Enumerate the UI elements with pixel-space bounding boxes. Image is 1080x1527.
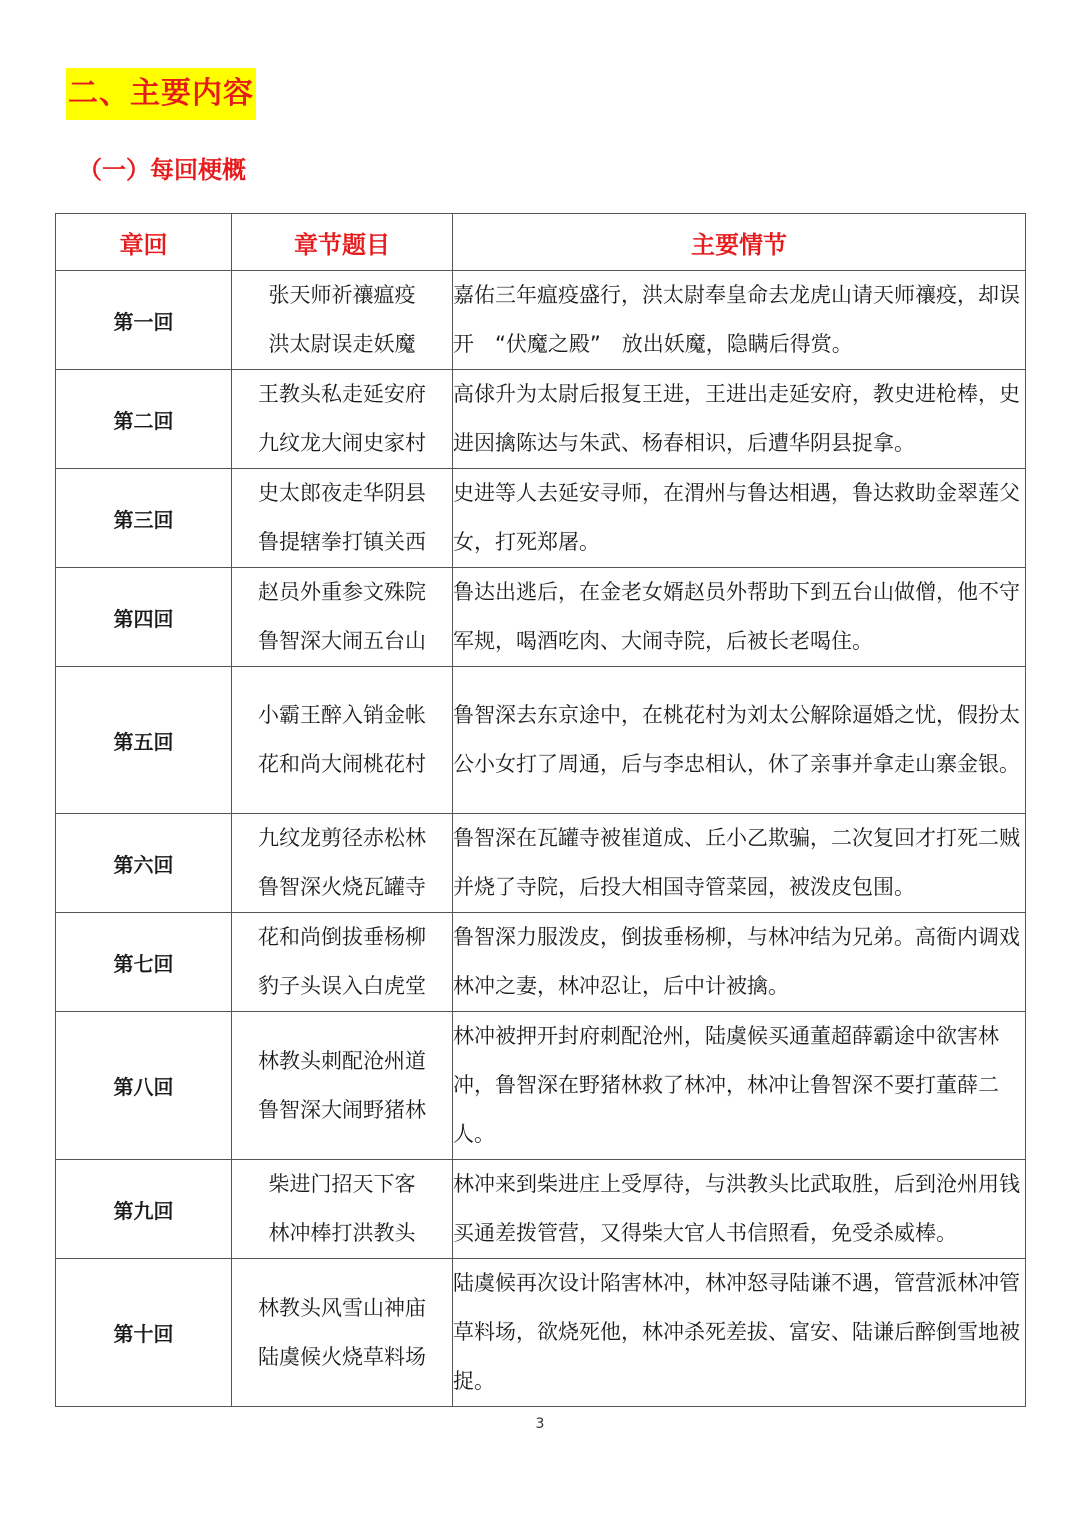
section-heading: 二、主要内容 [66, 68, 256, 120]
title-cell [232, 271, 453, 370]
chapter-cell: 第七回 [56, 913, 232, 1012]
table-row [56, 271, 1026, 370]
plot-cell: 陆虞候再次设计陷害林冲，林冲怒寻陆谦不遇，管营派林冲管草料场，欲烧死他，林冲杀死差拔、富安、陆谦后醉倒雪地被捉。 [453, 1259, 1026, 1407]
title-cell [232, 814, 453, 913]
title-line: 史太郎夜走华阴县 [258, 481, 426, 505]
title-line: 赵员外重参文殊院 [258, 580, 426, 604]
chapter-cell: 第一回 [56, 271, 232, 370]
title-line: 鲁智深火烧瓦罐寺 [258, 875, 426, 899]
title-cell [232, 1012, 453, 1160]
chapter-cell: 第四回 [56, 568, 232, 667]
table-row [56, 1160, 1026, 1259]
table-row [56, 568, 1026, 667]
chapter-cell: 第九回 [56, 1160, 232, 1259]
chapter-cell: 第十回 [56, 1259, 232, 1407]
page-number: 3 [535, 1416, 545, 1432]
chapter-cell: 第三回 [56, 469, 232, 568]
plot-cell: 林冲被押开封府刺配沧州，陆虞候买通董超薛霸途中欲害林冲，鲁智深在野猪林救了林冲，林冲让鲁智深不要打董薛二人。 [453, 1012, 1026, 1160]
header-plot: 主要情节 [453, 214, 1026, 271]
title-line: 鲁智深大闹五台山 [258, 629, 426, 653]
plot-cell: 高俅升为太尉后报复王进，王进出走延安府，教史进枪棒，史进因擒陈达与朱武、杨春相识，后遭华阴县捉拿。 [453, 370, 1026, 469]
plot-cell: 史进等人去延安寻师，在渭州与鲁达相遇，鲁达救助金翠莲父女，打死郑屠。 [453, 469, 1026, 568]
title-line: 林教头风雪山神庙 [258, 1295, 426, 1320]
title-line: 花和尚倒拔垂杨柳 [258, 925, 426, 949]
title-line: 九纹龙大闹史家村 [258, 431, 426, 455]
title-line: 林教头刺配沧州道 [258, 1048, 426, 1073]
title-cell [232, 1160, 453, 1259]
title-line: 陆虞候火烧草料场 [258, 1344, 426, 1369]
table-row [56, 913, 1026, 1012]
title-line: 柴进门招天下客 [268, 1172, 416, 1196]
table-header-row [56, 214, 1026, 271]
plot-cell: 鲁智深在瓦罐寺被崔道成、丘小乙欺骗，二次复回才打死二贼并烧了寺院，后投大相国寺管菜园，被泼皮包围。 [453, 814, 1026, 913]
chapter-cell: 第六回 [56, 814, 232, 913]
title-line: 鲁提辖拳打镇关西 [258, 530, 426, 554]
title-line: 张天师祈禳瘟疫 [268, 283, 416, 307]
plot-cell: 林冲来到柴进庄上受厚待，与洪教头比武取胜，后到沧州用钱买通差拨管营，又得柴大官人书信照看，免受杀威棒。 [453, 1160, 1026, 1259]
table-row [56, 814, 1026, 913]
plot-cell: 鲁达出逃后，在金老女婿赵员外帮助下到五台山做僧，他不守军规，喝酒吃肉、大闹寺院，后被长老喝住。 [453, 568, 1026, 667]
title-cell [232, 1259, 453, 1407]
chapter-cell: 第五回 [56, 667, 232, 814]
title-cell [232, 370, 453, 469]
subsection-heading: （一）每回梗概 [78, 156, 246, 184]
chapter-cell: 第八回 [56, 1012, 232, 1160]
chapter-cell: 第二回 [56, 370, 232, 469]
title-line: 林冲棒打洪教头 [268, 1221, 416, 1245]
title-cell [232, 913, 453, 1012]
plot-cell: 鲁智深去东京途中，在桃花村为刘太公解除逼婚之忧，假扮太公小女打了周通，后与李忠相认，休了亲事并拿走山寨金银。 [453, 667, 1026, 814]
header-title: 章节题目 [232, 214, 453, 271]
title-line: 豹子头误入白虎堂 [258, 974, 426, 998]
title-line: 小霸王醉入销金帐 [258, 703, 426, 727]
table-row [56, 469, 1026, 568]
title-line: 九纹龙剪径赤松林 [258, 826, 426, 850]
title-line: 花和尚大闹桃花村 [258, 752, 426, 776]
table-row [56, 370, 1026, 469]
title-line: 洪太尉误走妖魔 [268, 332, 416, 356]
chapter-summary-table [55, 213, 1026, 1407]
header-chapter: 章回 [56, 214, 232, 271]
table-row [56, 667, 1026, 814]
table-row [56, 1012, 1026, 1160]
title-line: 王教头私走延安府 [258, 382, 426, 406]
title-cell [232, 568, 453, 667]
title-cell [232, 667, 453, 814]
title-line: 鲁智深大闹野猪林 [258, 1097, 426, 1122]
plot-cell: 嘉佑三年瘟疫盛行，洪太尉奉皇命去龙虎山请天师禳疫，却误开 “伏魔之殿” 放出妖魔，隐瞒后得赏。 [453, 271, 1026, 370]
table-row [56, 1259, 1026, 1407]
plot-cell: 鲁智深力服泼皮，倒拔垂杨柳，与林冲结为兄弟。高衙内调戏林冲之妻，林冲忍让，后中计被擒。 [453, 913, 1026, 1012]
title-cell [232, 469, 453, 568]
